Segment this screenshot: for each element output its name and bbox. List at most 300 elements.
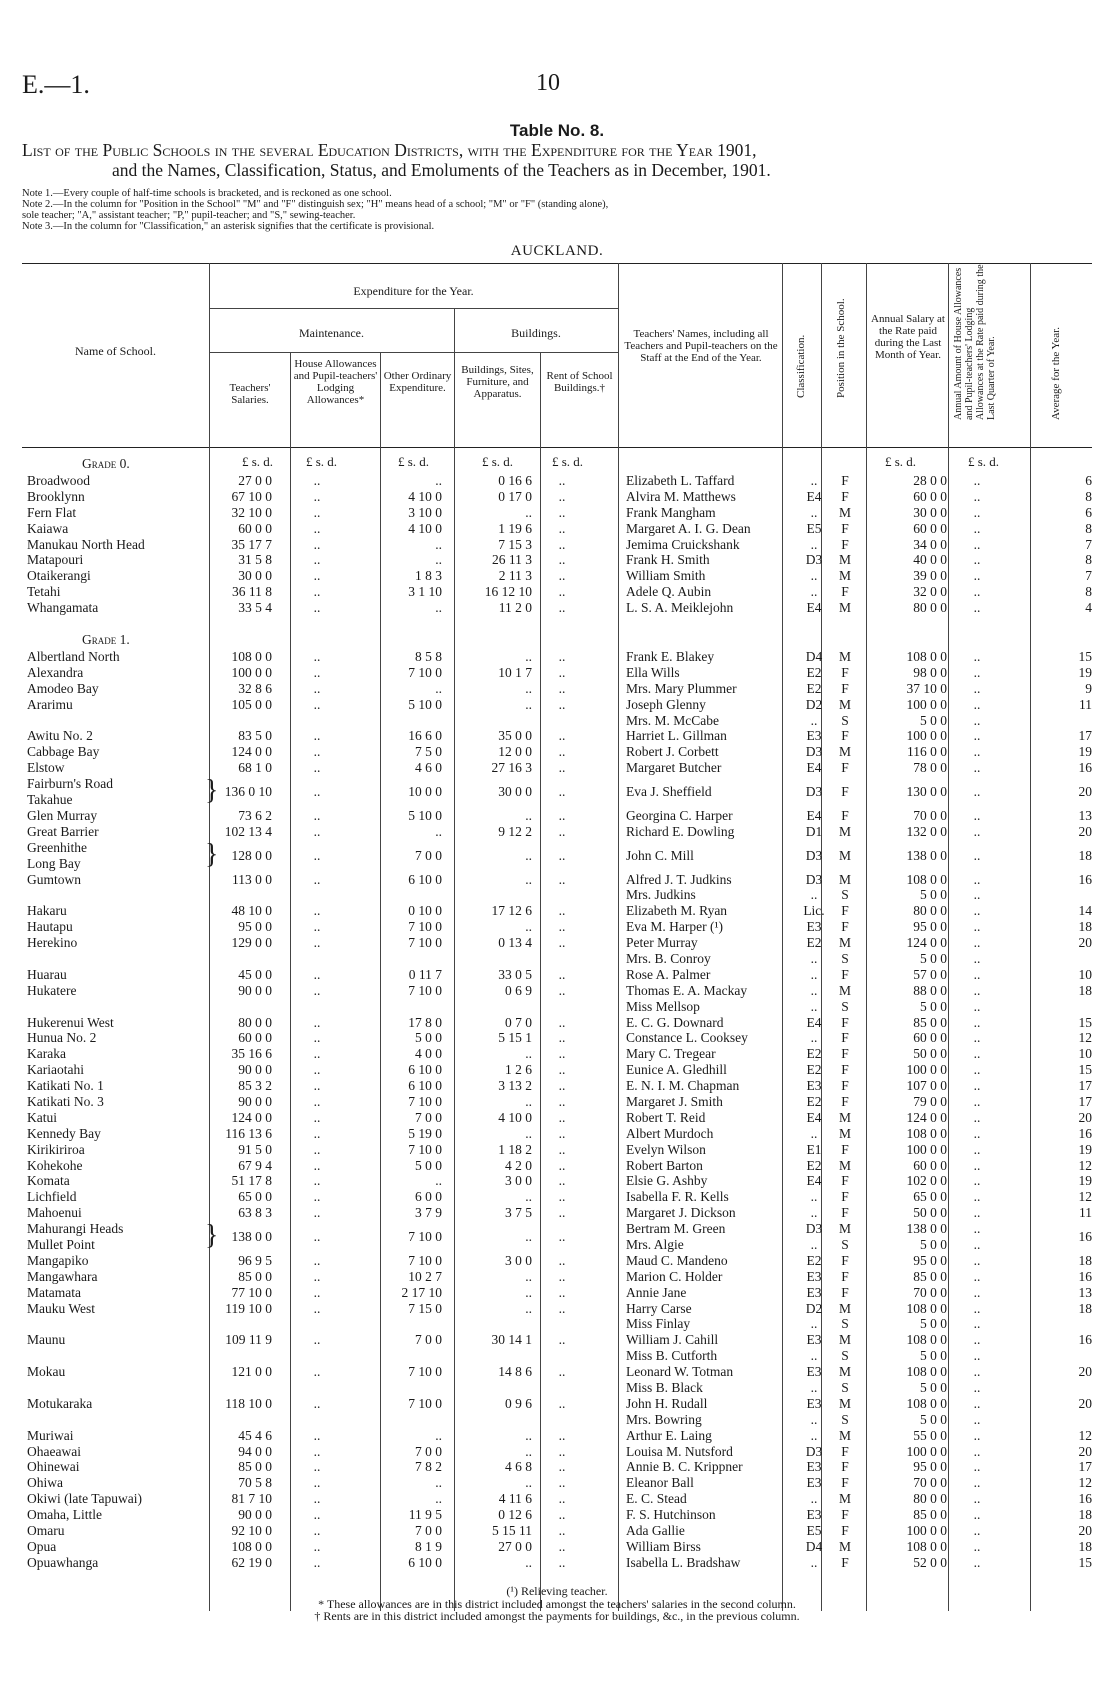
cell-avg: 16 — [1078, 1332, 1092, 1348]
table-row — [22, 728, 1092, 744]
cell-bld: .. — [525, 1093, 532, 1109]
cell-pos: F — [841, 1523, 849, 1539]
cell-cls: E3 — [806, 728, 822, 744]
cell-cls: E2 — [806, 1252, 822, 1268]
cell-teacher: William Birss — [626, 1538, 701, 1554]
cell-cls: .. — [810, 1380, 818, 1396]
table-row — [22, 1015, 1092, 1031]
cell-pos: S — [841, 887, 849, 903]
cell-allow: .. — [973, 488, 981, 504]
cell-house: .. — [313, 1141, 321, 1157]
cell-rent: .. — [558, 1475, 566, 1491]
cell-salary: 52 0 0 — [913, 1554, 947, 1570]
cell-other: 4 6 0 — [415, 760, 442, 776]
cell-pos: S — [841, 1380, 849, 1396]
cell-salary: 50 0 0 — [913, 1205, 947, 1221]
cell-allow: .. — [973, 520, 981, 536]
cell-salary: 108 0 0 — [906, 1125, 947, 1141]
cell-pos: F — [841, 664, 849, 680]
cell-salary: 37 10 0 — [906, 680, 947, 696]
table-row — [22, 1189, 1092, 1205]
cell-teacher: Miss B. Cutforth — [626, 1348, 718, 1364]
cell-cls: E2 — [806, 935, 822, 951]
cell-avg: 20 — [1078, 935, 1092, 951]
cell-avg: 20 — [1078, 784, 1092, 800]
cell-cls: D3 — [805, 871, 823, 887]
table-row — [22, 1221, 1092, 1253]
cell-name: Tetahi — [27, 584, 61, 600]
cell-sal: 48 10 0 — [231, 903, 272, 919]
cell-rent: .. — [558, 1332, 566, 1348]
note-2: Note 2.—In the column for "Position in the School" "M" and "F" distinguish sex; "H" means head of a school; "M" or "F" (standing alone), — [22, 199, 609, 210]
caption-line-2: and the Names, Classification, Status, and Emoluments of the Teachers as in December, 1901. — [112, 160, 771, 180]
cell-name2: Mullet Point — [27, 1237, 95, 1252]
cell-cls: E3 — [806, 1268, 822, 1284]
cell-allow: .. — [973, 1046, 981, 1062]
cell-bld: 30 14 1 — [491, 1332, 532, 1348]
cell-allow: .. — [973, 1348, 981, 1364]
cell-sal: 35 16 6 — [231, 1046, 272, 1062]
cell-allow: .. — [973, 552, 981, 568]
cell-bld: .. — [525, 1268, 532, 1284]
cell-pos: F — [841, 1252, 849, 1268]
cell-allow: .. — [973, 1189, 981, 1205]
cell-bld: 2 11 3 — [498, 568, 532, 584]
cell-sal: 27 0 0 — [238, 473, 272, 488]
cell-bld: .. — [525, 847, 532, 863]
cell-avg: 6 — [1085, 504, 1092, 520]
cell-avg: 15 — [1078, 1554, 1092, 1570]
cell-bld: 30 0 0 — [498, 784, 532, 800]
header-average: Average for the Year. — [1050, 327, 1062, 420]
cell-teacher: Harriet L. Gillman — [626, 728, 727, 744]
cell-avg: 11 — [1079, 1205, 1092, 1221]
cell-house: .. — [313, 1046, 321, 1062]
cell-sal: 51 17 8 — [231, 1173, 272, 1189]
cell-pos: M — [838, 600, 851, 616]
cell-avg: 6 — [1085, 473, 1092, 488]
cell-cls: D3 — [805, 847, 823, 863]
cell-allow: .. — [973, 1030, 981, 1046]
cell-salary: 100 0 0 — [906, 1443, 947, 1459]
cell-cls: .. — [810, 1030, 818, 1046]
cell-avg: 18 — [1078, 919, 1092, 935]
cell-sal: 95 0 0 — [238, 919, 272, 935]
half-time-bracket: } — [205, 775, 219, 807]
cell-sal: 105 0 0 — [231, 696, 272, 712]
header-position: Position in the School. — [835, 298, 847, 398]
cell-bld: 9 12 2 — [498, 823, 532, 839]
cell-rent: .. — [558, 744, 566, 760]
cell-allow: .. — [973, 760, 981, 776]
cell-other: 6 10 0 — [408, 1554, 442, 1570]
cell-name: Kaiawa — [27, 520, 69, 536]
cell-other: 7 10 0 — [408, 664, 442, 680]
cell-allow: .. — [973, 998, 981, 1014]
table-row — [22, 1094, 1092, 1110]
cell-pos: M — [838, 1221, 851, 1237]
cell-house: .. — [313, 649, 321, 665]
cell-allow: .. — [973, 1125, 981, 1141]
cell-cls: .. — [810, 887, 818, 903]
table-row — [22, 1158, 1092, 1174]
table-row — [22, 1110, 1092, 1126]
cell-pos: F — [841, 1030, 849, 1046]
cell-pos: M — [838, 847, 851, 863]
cell-rent: .. — [558, 935, 566, 951]
cell-teacher: Jemima Cruickshank — [626, 536, 740, 552]
cell-name: Herekino — [27, 935, 78, 951]
cell-teacher: Evelyn Wilson — [626, 1141, 706, 1157]
cell-cls: E2 — [806, 1046, 822, 1062]
cell-name: Ararimu — [27, 696, 73, 712]
cell-teacher: L. S. A. Meiklejohn — [626, 600, 734, 616]
cell-bld: 16 12 10 — [484, 584, 532, 600]
cell-bld: 33 0 5 — [498, 966, 532, 982]
table-row — [22, 568, 1092, 584]
cell-house: .. — [313, 1125, 321, 1141]
cell-avg: 20 — [1078, 1364, 1092, 1380]
cell-name: Mauku West — [27, 1300, 96, 1316]
cell-pos: S — [841, 712, 849, 728]
table-row — [22, 537, 1092, 553]
cell-allow: .. — [973, 712, 981, 728]
cell-other: 7 10 0 — [408, 1395, 442, 1411]
cell-salary: 60 0 0 — [913, 488, 947, 504]
cell-allow: .. — [973, 966, 981, 982]
cell-house: .. — [313, 696, 321, 712]
cell-sal: 138 0 0 — [231, 1229, 272, 1245]
cell-teacher: John C. Mill — [626, 847, 694, 863]
cell-other: 7 0 0 — [415, 1523, 442, 1539]
cell-sal: 85 0 0 — [238, 1459, 272, 1475]
cell-other: 4 10 0 — [408, 488, 442, 504]
cell-name: Amodeo Bay — [27, 680, 99, 696]
cell-bld: 26 11 3 — [492, 552, 532, 568]
cell-salary: 95 0 0 — [913, 1459, 947, 1475]
cell-avg: 12 — [1078, 1189, 1092, 1205]
cell-bld: 3 13 2 — [498, 1078, 532, 1094]
table-row — [22, 840, 1092, 872]
cell-cls: E3 — [806, 1507, 822, 1523]
cell-other: 6 10 0 — [408, 1078, 442, 1094]
cell-other: 5 19 0 — [408, 1125, 442, 1141]
header-teachers-names: Teachers' Names, including all Teachers and Pupil-teachers on the Staff at the End of the Year. — [624, 328, 778, 364]
cell-sal: 67 10 0 — [231, 488, 272, 504]
cell-rent: .. — [558, 552, 566, 568]
table-row — [22, 919, 1092, 935]
cell-name: Fairburn's Road — [27, 776, 114, 792]
header-top-rule — [22, 263, 1092, 264]
cell-salary: 108 0 0 — [906, 1300, 947, 1316]
cell-teacher: Elizabeth M. Ryan — [626, 903, 728, 919]
cell-avg: 7 — [1085, 536, 1092, 552]
cell-house: .. — [313, 1507, 321, 1523]
cell-salary: 80 0 0 — [913, 903, 947, 919]
cell-sal: 108 0 0 — [231, 1538, 272, 1554]
table-row — [22, 1523, 1092, 1539]
cell-salary: 80 0 0 — [913, 1491, 947, 1507]
table-row — [22, 1444, 1092, 1460]
cell-house: .. — [313, 488, 321, 504]
cell-name: Great Barrier — [27, 823, 99, 839]
cell-teacher: Alvira M. Matthews — [626, 488, 736, 504]
cell-bld: 3 0 0 — [505, 1173, 532, 1189]
cell-bld: 5 15 11 — [492, 1523, 532, 1539]
cell-rent: .. — [558, 680, 566, 696]
cell-salary: 132 0 0 — [906, 823, 947, 839]
footnote-relieving: (¹) Relieving teacher. — [506, 1584, 608, 1598]
cell-house: .. — [313, 1229, 321, 1245]
cell-teacher: Joseph Glenny — [626, 696, 706, 712]
cell-sal: 129 0 0 — [231, 935, 272, 951]
cell-cls: E4 — [806, 1014, 822, 1030]
cell-avg: 8 — [1085, 584, 1092, 600]
cell-pos: F — [841, 536, 849, 552]
cell-bld: .. — [525, 680, 532, 696]
cell-salary: 138 0 0 — [906, 1221, 947, 1237]
table-row — [22, 1030, 1092, 1046]
table-row — [22, 1428, 1092, 1444]
cell-cls: E4 — [806, 1173, 822, 1189]
cell-rent: .. — [558, 919, 566, 935]
table-row — [22, 1316, 1092, 1332]
cell-rent: .. — [558, 1443, 566, 1459]
cell-bld: 17 12 6 — [491, 903, 532, 919]
cell-cls: .. — [810, 536, 818, 552]
cell-allow: .. — [973, 1268, 981, 1284]
cell-allow: .. — [973, 1380, 981, 1396]
table-row — [22, 1142, 1092, 1158]
cell-teacher: Mrs. Bowring — [626, 1411, 702, 1427]
cell-house: .. — [313, 1268, 321, 1284]
cell-rent: .. — [558, 966, 566, 982]
header-annual-amount: Annual Amount of House Allowances and Pupil-teachers' Lodging Allowances at the Rate paid during the Last Quarter of Year. — [953, 264, 997, 420]
cell-avg: 20 — [1078, 1443, 1092, 1459]
table-row — [22, 1412, 1092, 1428]
cell-house: .. — [313, 584, 321, 600]
cell-rent: .. — [558, 1205, 566, 1221]
cell-cls: .. — [810, 584, 818, 600]
cell-salary: 60 0 0 — [913, 520, 947, 536]
cell-allow: .. — [973, 1014, 981, 1030]
table-row — [22, 808, 1092, 824]
cell-pos: F — [841, 1093, 849, 1109]
cell-pos: F — [841, 520, 849, 536]
cell-sal: 33 5 4 — [238, 600, 272, 616]
cell-salary: 5 0 0 — [920, 1380, 947, 1396]
cell-pos: F — [841, 1284, 849, 1300]
cell-teacher: Arthur E. Laing — [626, 1427, 712, 1443]
cell-other: 10 2 7 — [408, 1268, 442, 1284]
units-salaries: £ s. d. — [242, 454, 274, 469]
table-row — [22, 1205, 1092, 1221]
cell-name: Cabbage Bay — [27, 744, 100, 760]
cell-teacher: E. N. I. M. Chapman — [626, 1078, 740, 1094]
cell-avg: 16 — [1078, 871, 1092, 887]
cell-sal: 81 7 10 — [231, 1491, 272, 1507]
table-row — [22, 776, 1092, 808]
cell-allow: .. — [973, 568, 981, 584]
cell-salary: 130 0 0 — [906, 784, 947, 800]
cell-house: .. — [313, 1157, 321, 1173]
cell-house: .. — [313, 1093, 321, 1109]
cell-name: Broadwood — [27, 473, 90, 488]
cell-avg: 7 — [1085, 568, 1092, 584]
cell-allow: .. — [973, 807, 981, 823]
cell-house: .. — [313, 504, 321, 520]
table-number: Table No. 8. — [509, 121, 605, 140]
table-row — [22, 1126, 1092, 1142]
cell-sal: 102 13 4 — [224, 823, 272, 839]
cell-rent: .. — [558, 1046, 566, 1062]
table-row — [22, 1332, 1092, 1348]
cell-teacher: Robert Barton — [626, 1157, 703, 1173]
cell-rent: .. — [558, 823, 566, 839]
cell-rent: .. — [558, 1189, 566, 1205]
cell-cls: D3 — [805, 784, 823, 800]
cell-allow: .. — [973, 1173, 981, 1189]
cell-rent: .. — [558, 568, 566, 584]
cell-house: .. — [313, 1189, 321, 1205]
notes — [22, 188, 1092, 232]
cell-avg: 12 — [1078, 1475, 1092, 1491]
cell-name: Hautapu — [27, 919, 73, 935]
header-teachers-salaries: Teachers' Salaries. — [229, 382, 271, 406]
school-table-body — [22, 456, 1092, 1571]
cell-allow: .. — [973, 982, 981, 998]
cell-sal: 80 0 0 — [238, 1014, 272, 1030]
cell-sal: 96 9 5 — [238, 1252, 272, 1268]
cell-teacher: Eunice A. Gledhill — [626, 1062, 727, 1078]
cell-other: .. — [435, 1427, 442, 1443]
cell-cls: E2 — [806, 1093, 822, 1109]
cell-other: 6 10 0 — [408, 1062, 442, 1078]
table-row — [22, 473, 1092, 489]
cell-avg: 11 — [1079, 696, 1092, 712]
cell-house: .. — [313, 1554, 321, 1570]
cell-teacher: E. C. G. Downard — [626, 1014, 724, 1030]
cell-salary: 30 0 0 — [913, 504, 947, 520]
cell-cls: .. — [810, 1125, 818, 1141]
cell-allow: .. — [973, 903, 981, 919]
header-classification: Classification. — [795, 334, 807, 398]
cell-name: Mahurangi Heads — [27, 1221, 124, 1237]
table-row — [22, 951, 1092, 967]
cell-allow: .. — [973, 887, 981, 903]
cell-allow: .. — [973, 1252, 981, 1268]
cell-avg: 4 — [1085, 600, 1092, 616]
cell-other: .. — [435, 1173, 442, 1189]
cell-other: .. — [435, 1475, 442, 1491]
cell-pos: M — [838, 1300, 851, 1316]
cell-house: .. — [313, 847, 321, 863]
cell-pos: S — [841, 1411, 849, 1427]
cell-avg: 20 — [1078, 823, 1092, 839]
cell-salary: 34 0 0 — [913, 536, 947, 552]
cell-bld: .. — [525, 1189, 532, 1205]
cell-pos: M — [838, 1427, 851, 1443]
cell-avg: 10 — [1078, 966, 1092, 982]
cell-name: Omaru — [27, 1523, 65, 1539]
cell-teacher: Adele Q. Aubin — [626, 584, 712, 600]
cell-other: 7 0 0 — [415, 1332, 442, 1348]
cell-sal: 31 5 8 — [238, 552, 272, 568]
cell-rent: .. — [558, 1459, 566, 1475]
cell-other: 7 15 0 — [408, 1300, 442, 1316]
cell-house: .. — [313, 1459, 321, 1475]
cell-avg: 17 — [1078, 728, 1092, 744]
cell-sal: 83 5 0 — [238, 728, 272, 744]
cell-other: 7 8 2 — [415, 1459, 442, 1475]
cell-teacher: Miss B. Black — [626, 1380, 703, 1396]
cell-cls: .. — [810, 568, 818, 584]
cell-rent: .. — [558, 903, 566, 919]
cell-salary: 5 0 0 — [920, 712, 947, 728]
cell-salary: 28 0 0 — [913, 473, 947, 488]
cell-sal: 119 10 0 — [225, 1300, 272, 1316]
cell-avg: 12 — [1078, 1427, 1092, 1443]
cell-allow: .. — [973, 935, 981, 951]
cell-sal: 67 9 4 — [238, 1157, 272, 1173]
cell-bld: 4 11 6 — [498, 1491, 532, 1507]
cell-other: .. — [435, 823, 442, 839]
cell-house: .. — [313, 473, 321, 488]
cell-sal: 90 0 0 — [238, 1062, 272, 1078]
cell-bld: .. — [525, 1284, 532, 1300]
cell-other: 3 1 10 — [408, 584, 442, 600]
cell-pos: F — [841, 1141, 849, 1157]
cell-teacher: Mrs. B. Conroy — [626, 950, 711, 966]
cell-avg: 15 — [1078, 1062, 1092, 1078]
cell-house: .. — [313, 1300, 321, 1316]
cell-house: .. — [313, 784, 321, 800]
cell-teacher: Louisa M. Nutsford — [626, 1443, 733, 1459]
cell-sal: 45 4 6 — [238, 1427, 272, 1443]
cell-bld: 27 16 3 — [491, 760, 532, 776]
cell-other: .. — [435, 473, 442, 488]
cell-teacher: John H. Rudall — [626, 1395, 708, 1411]
cell-rent: .. — [558, 1284, 566, 1300]
table-row — [22, 681, 1092, 697]
cell-bld: .. — [525, 807, 532, 823]
units-buildings: £ s. d. — [482, 454, 514, 469]
cell-allow: .. — [973, 823, 981, 839]
cell-rent: .. — [558, 1523, 566, 1539]
page-reference: E.—1. — [22, 70, 90, 99]
cell-salary: 39 0 0 — [913, 568, 947, 584]
grade-heading — [22, 632, 1092, 649]
table-row — [22, 489, 1092, 505]
cell-salary: 5 0 0 — [920, 887, 947, 903]
cell-pos: F — [841, 807, 849, 823]
cell-house: .. — [313, 1395, 321, 1411]
cell-teacher: Margaret Butcher — [626, 760, 722, 776]
cell-teacher: Annie Jane — [626, 1284, 687, 1300]
cell-cls: E2 — [806, 680, 822, 696]
units-allowance: £ s. d. — [968, 454, 1000, 469]
cell-teacher: Elsie G. Ashby — [626, 1173, 708, 1189]
table-row — [22, 552, 1092, 568]
cell-house: .. — [313, 919, 321, 935]
cell-teacher: Robert T. Reid — [626, 1109, 706, 1125]
cell-salary: 116 0 0 — [907, 744, 947, 760]
cell-allow: .. — [973, 1109, 981, 1125]
cell-other: 7 10 0 — [408, 919, 442, 935]
cell-allow: .. — [973, 871, 981, 887]
cell-bld: 0 12 6 — [498, 1507, 532, 1523]
cell-house: .. — [313, 1443, 321, 1459]
